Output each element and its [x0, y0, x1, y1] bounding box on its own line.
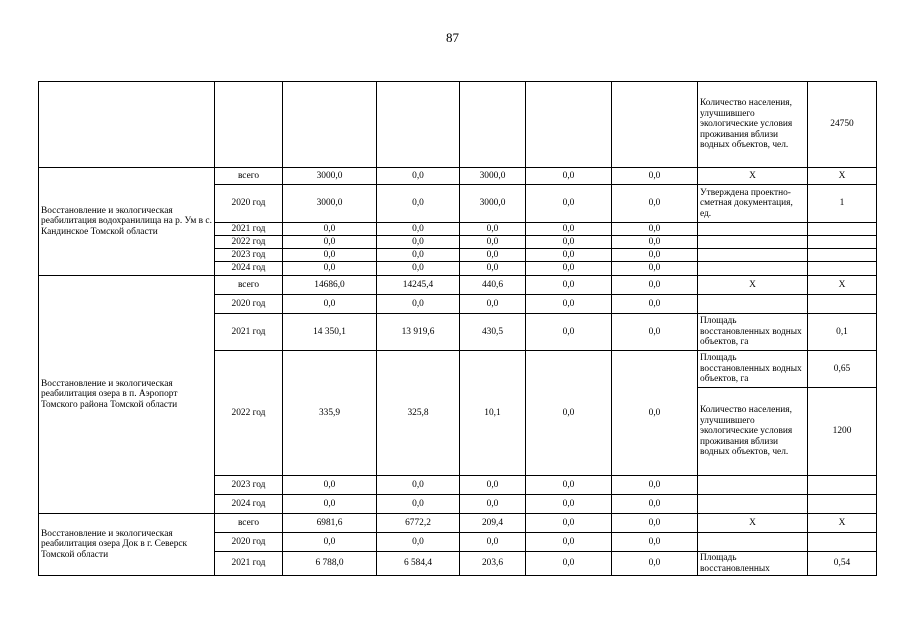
indicator-text: Утверждена проектно-сметная документация, ед. — [698, 185, 808, 223]
value-cell: 0,0 — [526, 495, 612, 514]
value-cell: 0,0 — [460, 249, 526, 262]
table-cell — [698, 495, 808, 514]
period-cell: 2020 год — [215, 295, 283, 314]
value-cell: 335,9 — [283, 351, 377, 476]
table-cell — [808, 295, 877, 314]
value-cell: 0,0 — [377, 495, 460, 514]
value-cell: 0,0 — [460, 533, 526, 552]
value-cell: 0,0 — [612, 552, 698, 576]
table-row — [39, 276, 877, 295]
period-cell: 2024 год — [215, 495, 283, 514]
period-cell: всего — [215, 514, 283, 533]
value-cell: 0,0 — [612, 476, 698, 495]
value-cell: 0,0 — [377, 262, 460, 276]
value-cell: 0,0 — [283, 495, 377, 514]
period-cell: 2021 год — [215, 223, 283, 236]
table-cell — [698, 476, 808, 495]
table-cell — [808, 262, 877, 276]
value-cell: 0,0 — [460, 262, 526, 276]
period-cell: 2023 год — [215, 249, 283, 262]
table-cell — [283, 82, 377, 168]
indicator-value: X — [808, 276, 877, 295]
value-cell: 0,0 — [460, 476, 526, 495]
value-cell: 0,0 — [377, 533, 460, 552]
table-cell — [612, 82, 698, 168]
value-cell: 0,0 — [377, 185, 460, 223]
value-cell: 0,0 — [612, 276, 698, 295]
value-cell: 209,4 — [460, 514, 526, 533]
indicator-text: Количество населения, улучшившего экологические условия проживания вблизи водных объектов, чел. — [698, 388, 808, 476]
value-cell: 0,0 — [283, 262, 377, 276]
table-cell — [377, 82, 460, 168]
value-cell: 0,0 — [460, 495, 526, 514]
value-cell: 0,0 — [612, 295, 698, 314]
value-cell: 14 350,1 — [283, 314, 377, 351]
indicator-text: Площадь восстановленных водных объектов, га — [698, 351, 808, 388]
value-cell: 0,0 — [526, 314, 612, 351]
table-cell — [808, 249, 877, 262]
value-cell: 0,0 — [377, 295, 460, 314]
table-cell — [808, 236, 877, 249]
object-name: Восстановление и экологическая реабилитация озера Док в г. Северск Томской области — [39, 514, 215, 576]
value-cell: 6772,2 — [377, 514, 460, 533]
value-cell: 0,0 — [460, 223, 526, 236]
value-cell: 0,0 — [283, 295, 377, 314]
indicator-value: 0,1 — [808, 314, 877, 351]
indicator-text: Площадь восстановленных водных объектов, га — [698, 314, 808, 351]
value-cell: 0,0 — [526, 236, 612, 249]
table-cell — [39, 82, 215, 168]
value-cell: 0,0 — [460, 295, 526, 314]
period-cell: 2021 год — [215, 552, 283, 576]
period-cell: всего — [215, 168, 283, 185]
indicator-text: Количество населения, улучшившего экологические условия проживания вблизи водных объектов, чел. — [698, 82, 808, 168]
period-cell: 2021 год — [215, 314, 283, 351]
value-cell: 0,0 — [526, 476, 612, 495]
table-cell — [460, 82, 526, 168]
value-cell: 0,0 — [526, 276, 612, 295]
value-cell: 6 584,4 — [377, 552, 460, 576]
value-cell: 0,0 — [612, 514, 698, 533]
indicator-value: X — [808, 514, 877, 533]
page-number: 87 — [446, 30, 459, 45]
value-cell: 3000,0 — [460, 185, 526, 223]
value-cell: 0,0 — [526, 262, 612, 276]
value-cell: 0,0 — [526, 514, 612, 533]
value-cell: 0,0 — [612, 351, 698, 476]
period-cell: всего — [215, 276, 283, 295]
value-cell: 0,0 — [612, 236, 698, 249]
value-cell: 0,0 — [377, 249, 460, 262]
value-cell: 0,0 — [612, 249, 698, 262]
table-cell — [215, 82, 283, 168]
value-cell: 0,0 — [283, 249, 377, 262]
object-name: Восстановление и экологическая реабилитация озера в п. Аэропорт Томского района Томской области — [39, 276, 215, 514]
period-cell: 2023 год — [215, 476, 283, 495]
value-cell: 0,0 — [526, 249, 612, 262]
value-cell: 13 919,6 — [377, 314, 460, 351]
indicator-value: 0,54 — [808, 552, 877, 576]
value-cell: 0,0 — [612, 223, 698, 236]
value-cell: 14686,0 — [283, 276, 377, 295]
value-cell: 0,0 — [526, 552, 612, 576]
value-cell: 0,0 — [283, 476, 377, 495]
value-cell: 0,0 — [283, 533, 377, 552]
table-cell — [698, 249, 808, 262]
indicator-value: 0,65 — [808, 351, 877, 388]
value-cell: 0,0 — [526, 533, 612, 552]
table-cell — [808, 223, 877, 236]
value-cell: 3000,0 — [283, 168, 377, 185]
value-cell: 14245,4 — [377, 276, 460, 295]
table-cell — [698, 262, 808, 276]
table-cell — [808, 476, 877, 495]
value-cell: 0,0 — [377, 476, 460, 495]
value-cell: 325,8 — [377, 351, 460, 476]
value-cell: 203,6 — [460, 552, 526, 576]
table-cell — [808, 533, 877, 552]
value-cell: 0,0 — [377, 236, 460, 249]
period-cell: 2022 год — [215, 236, 283, 249]
indicator-value: X — [808, 168, 877, 185]
period-cell: 2022 год — [215, 351, 283, 476]
value-cell: 0,0 — [526, 295, 612, 314]
value-cell: 0,0 — [612, 314, 698, 351]
value-cell: 0,0 — [612, 533, 698, 552]
value-cell: 0,0 — [526, 223, 612, 236]
table-cell — [698, 223, 808, 236]
table-row — [39, 82, 877, 168]
indicator-text: X — [698, 168, 808, 185]
value-cell: 0,0 — [377, 223, 460, 236]
value-cell: 0,0 — [612, 185, 698, 223]
program-table — [38, 81, 877, 576]
indicator-value: 1 — [808, 185, 877, 223]
value-cell: 0,0 — [612, 168, 698, 185]
value-cell: 0,0 — [612, 495, 698, 514]
period-cell: 2024 год — [215, 262, 283, 276]
value-cell: 0,0 — [526, 168, 612, 185]
indicator-text: X — [698, 514, 808, 533]
value-cell: 440,6 — [460, 276, 526, 295]
table-cell — [526, 82, 612, 168]
table-row — [39, 168, 877, 185]
value-cell: 0,0 — [460, 236, 526, 249]
value-cell: 0,0 — [283, 223, 377, 236]
value-cell: 0,0 — [526, 185, 612, 223]
indicator-value: 24750 — [808, 82, 877, 168]
value-cell: 10,1 — [460, 351, 526, 476]
table-row — [39, 514, 877, 533]
indicator-value: 1200 — [808, 388, 877, 476]
value-cell: 6 788,0 — [283, 552, 377, 576]
value-cell: 0,0 — [612, 262, 698, 276]
indicator-text: X — [698, 276, 808, 295]
table-cell — [698, 533, 808, 552]
value-cell: 3000,0 — [283, 185, 377, 223]
table-cell — [698, 236, 808, 249]
period-cell: 2020 год — [215, 533, 283, 552]
value-cell: 6981,6 — [283, 514, 377, 533]
value-cell: 0,0 — [377, 168, 460, 185]
value-cell: 0,0 — [526, 351, 612, 476]
table-cell — [698, 295, 808, 314]
indicator-text: Площадь восстановленных — [698, 552, 808, 576]
value-cell: 3000,0 — [460, 168, 526, 185]
object-name: Восстановление и экологическая реабилитация водохранилища на р. Ум в с. Кандинское Томской области — [39, 168, 215, 276]
table-cell — [808, 495, 877, 514]
value-cell: 0,0 — [283, 236, 377, 249]
value-cell: 430,5 — [460, 314, 526, 351]
period-cell: 2020 год — [215, 185, 283, 223]
